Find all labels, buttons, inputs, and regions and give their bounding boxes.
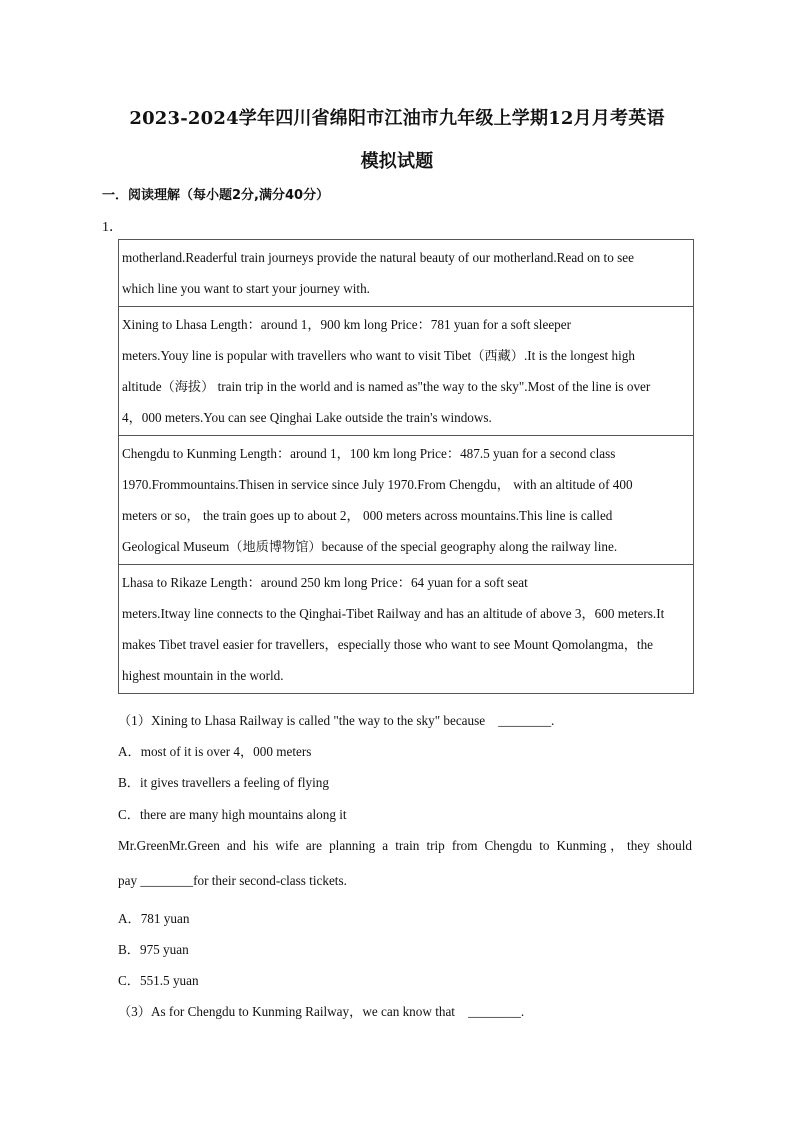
question-3-stem: （3）As for Chengdu to Kunming Railway，we can know that ________. [118, 1004, 525, 1019]
question-1-option-a: A．most of it is over 4，000 meters [118, 744, 312, 759]
route-header: Lhasa to Rikaze Length：around 250 km long Price：64 yuan for a soft seat [122, 575, 528, 590]
route-text-line: makes Tibet travel easier for travellers，especially those who want to see Mount Qomolangma，the [122, 637, 654, 652]
question-1-stem: （1）Xining to Lhasa Railway is called "the way to the sky" because ________. [118, 713, 555, 728]
document-title-line-2: 模拟试题 [360, 151, 434, 172]
table-row-intro [119, 240, 694, 307]
intro-cell [119, 240, 694, 307]
question-1-option-c: C．there are many high mountains along it [118, 807, 347, 822]
route-cell-xining-lhasa [119, 307, 694, 436]
route-text-line: meters.Youy line is popular with travellers who want to visit Tibet（西藏）.It is the longest high [122, 348, 635, 363]
question-2-stem-line-1: Mr.GreenMr.Green and his wife are planning a train trip from Chengdu to Kunming，they should [118, 838, 692, 853]
route-text-line: 4，000 meters.You can see Qinghai Lake outside the train's windows. [122, 410, 492, 425]
route-header: Xining to Lhasa Length：around 1，900 km long Price：781 yuan for a soft sleeper [122, 317, 572, 332]
table-row-xining-lhasa [119, 307, 694, 436]
route-text-line: meters or so， the train goes up to about 2， 000 meters across mountains.This line is called [122, 508, 613, 523]
intro-line-2: which line you want to start your journey with. [122, 281, 370, 296]
section-heading: 一．阅读理解（每小题2分,满分40分） [102, 188, 330, 203]
document-title-line-1: 2023-2024学年四川省绵阳市江油市九年级上学期12月月考英语 [129, 108, 665, 129]
route-header: Chengdu to Kunming Length：around 1，100 km long Price：487.5 yuan for a second class [122, 446, 616, 461]
question-2-option-a: A．781 yuan [118, 911, 190, 926]
route-cell-chengdu-kunming [119, 436, 694, 565]
table-row-chengdu-kunming [119, 436, 694, 565]
question-1-option-b: B．it gives travellers a feeling of flying [118, 775, 329, 790]
train-routes-table [118, 239, 694, 694]
route-cell-lhasa-rikaze [119, 565, 694, 694]
route-text-line: meters.Itway line connects to the Qinghai-Tibet Railway and has an altitude of above 3，600 meters.It [122, 606, 665, 621]
question-2-stem-line-2: pay ________for their second-class tickets. [118, 873, 347, 888]
route-text-line: 1970.Frommountains.Thisen in service since July 1970.From Chengdu， with an altitude of 400 [122, 477, 633, 492]
question-number: 1． [102, 220, 123, 235]
route-text-line: Geological Museum（地质博物馆）because of the special geography along the railway line. [122, 539, 618, 554]
question-2-option-c: C．551.5 yuan [118, 973, 199, 988]
intro-line-1: motherland.Readerful train journeys provide the natural beauty of our motherland.Read on to see [122, 250, 634, 265]
question-2-option-b: B．975 yuan [118, 942, 189, 957]
route-text-line: highest mountain in the world. [122, 668, 284, 683]
route-text-line: altitude（海拔） train trip in the world and is named as"the way to the sky".Most of the line is over [122, 379, 651, 394]
table-row-lhasa-rikaze [119, 565, 694, 694]
